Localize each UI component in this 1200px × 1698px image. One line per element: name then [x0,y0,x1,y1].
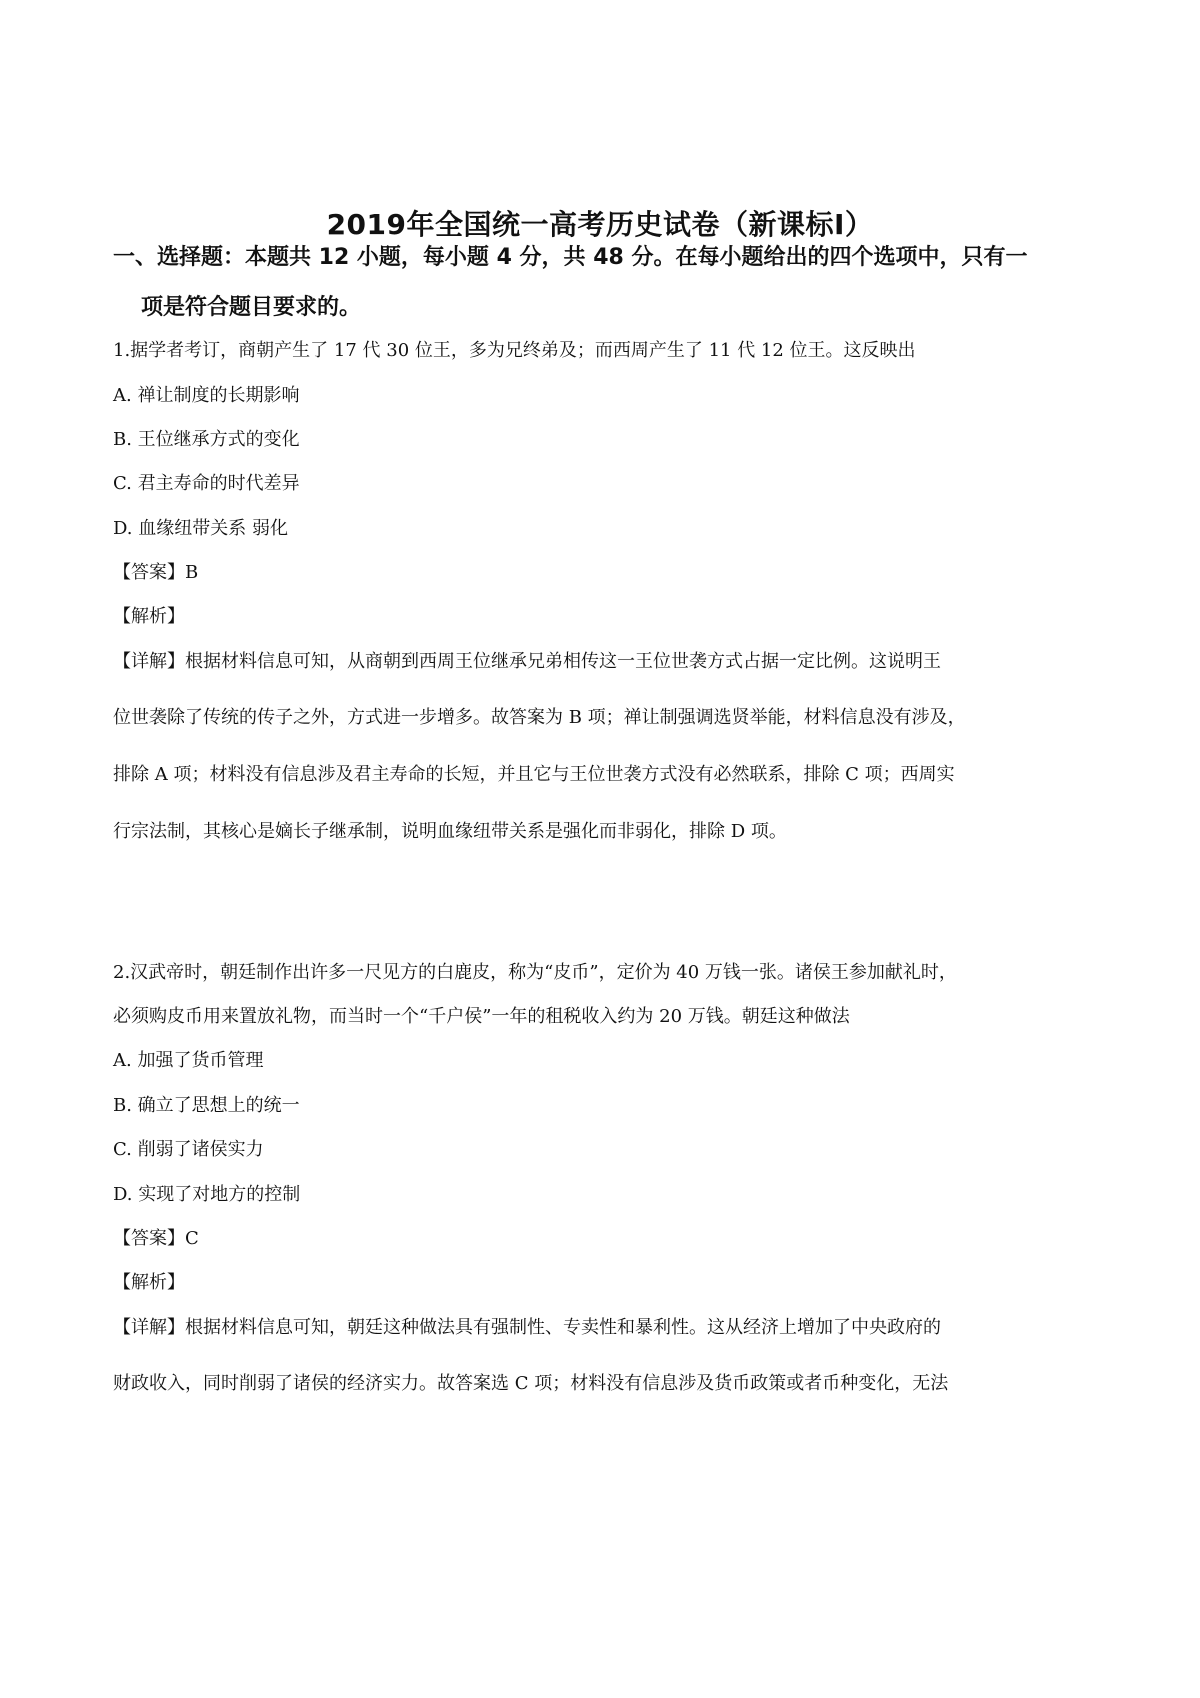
question-2-detail-line: 【详解】根据材料信息可知，朝廷这种做法具有强制性、专卖性和暴利性。这从经济上增加了中央政府的 [113,1317,941,1338]
question-1-detail-line: 【详解】根据材料信息可知，从商朝到西周王位继承兄弟相传这一王位世袭方式占据一定比例。这说明王 [113,651,941,672]
question-1-option-b: B. 王位继承方式的变化 [113,429,300,450]
question-2-stem-line: 必须购皮币用来置放礼物，而当时一个“千户侯”一年的租税收入约为 20 万钱。朝廷这种做法 [113,1006,850,1027]
question-2-detail-line: 财政收入，同时削弱了诸侯的经济实力。故答案选 C 项；材料没有信息涉及货币政策或者币种变化，无法 [113,1373,949,1394]
question-2-analysis: 【解析】 [113,1272,185,1293]
question-2-option-c: C. 削弱了诸侯实力 [113,1139,264,1160]
question-1-option-a: A. 禅让制度的长期影响 [113,385,300,406]
question-2-option-d: D. 实现了对地方的控制 [113,1184,301,1205]
question-1-detail-line: 位世袭除了传统的传子之外，方式进一步增多。故答案为 B 项；禅让制强调选贤举能，材料信息没有涉及， [113,707,966,728]
question-1-option-d: D. 血缘纽带关系 弱化 [113,518,288,539]
question-1-detail-line: 排除 A 项；材料没有信息涉及君主寿命的长短，并且它与王位世袭方式没有必然联系，排除 C 项；西周实 [113,764,955,785]
section-heading-line1: 一、选择题：本题共 12 小题，每小题 4 分，共 48 分。在每小题给出的四个选项中，只有一 [113,245,1028,270]
section-heading-line2: 项是符合题目要求的。 [141,295,362,320]
question-1-answer: 【答案】B [113,562,199,583]
question-1-stem: 1.据学者考订，商朝产生了 17 代 30 位王，多为兄终弟及；而西周产生了 11 代 12 位王。这反映出 [113,340,916,361]
question-1-option-c: C. 君主寿命的时代差异 [113,473,300,494]
question-2-option-b: B. 确立了思想上的统一 [113,1095,300,1116]
question-2-stem-line: 2.汉武帝时，朝廷制作出许多一尺见方的白鹿皮，称为“皮币”，定价为 40 万钱一张。诸侯王参加献礼时， [113,962,957,983]
exam-title: 2019年全国统一高考历史试卷（新课标Ⅰ） [326,208,874,241]
question-1-analysis: 【解析】 [113,606,185,627]
question-1-detail-line: 行宗法制，其核心是嫡长子继承制，说明血缘纽带关系是强化而非弱化，排除 D 项。 [113,821,787,842]
question-2-option-a: A. 加强了货币管理 [113,1050,264,1071]
question-2-answer: 【答案】C [113,1228,199,1249]
section-heading [113,233,1103,333]
